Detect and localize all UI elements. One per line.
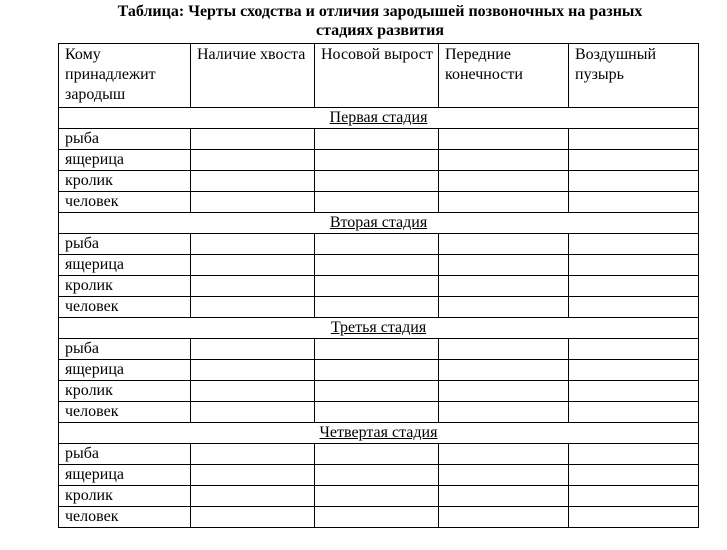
table-body (59, 108, 699, 528)
empty-cell (191, 129, 315, 150)
empty-cell (315, 339, 439, 360)
empty-cell (315, 402, 439, 423)
organism-cell: рыба (59, 129, 191, 150)
empty-cell (315, 444, 439, 465)
organism-cell: ящерица (59, 360, 191, 381)
table-row (59, 381, 699, 402)
empty-cell (569, 402, 699, 423)
stage-label: Четвертая стадия (319, 424, 438, 441)
empty-cell (569, 507, 699, 528)
empty-cell (191, 465, 315, 486)
empty-cell (569, 444, 699, 465)
empty-cell (569, 234, 699, 255)
stage-row (59, 423, 699, 444)
empty-cell (439, 234, 569, 255)
empty-cell (569, 486, 699, 507)
empty-cell (191, 360, 315, 381)
stage-label: Вторая стадия (329, 214, 428, 231)
organism-cell: кролик (59, 381, 191, 402)
title-line-2: стадиях развития (315, 22, 445, 39)
stage-header (59, 423, 699, 444)
stage-header (59, 108, 699, 129)
table-row (59, 465, 699, 486)
empty-cell (439, 276, 569, 297)
empty-cell (191, 444, 315, 465)
empty-cell (569, 255, 699, 276)
empty-cell (439, 465, 569, 486)
empty-cell (315, 465, 439, 486)
empty-cell (191, 486, 315, 507)
empty-cell (439, 297, 569, 318)
empty-cell (191, 507, 315, 528)
empty-cell (315, 129, 439, 150)
table-row (59, 171, 699, 192)
empty-cell (191, 171, 315, 192)
table-row (59, 150, 699, 171)
table-row (59, 297, 699, 318)
organism-cell: человек (59, 297, 191, 318)
stage-label: Первая стадия (329, 109, 428, 126)
organism-cell: рыба (59, 444, 191, 465)
table-row (59, 234, 699, 255)
empty-cell (569, 360, 699, 381)
table-row (59, 444, 699, 465)
organism-cell: кролик (59, 276, 191, 297)
empty-cell (439, 360, 569, 381)
empty-cell (569, 381, 699, 402)
empty-cell (569, 276, 699, 297)
table-row (59, 129, 699, 150)
empty-cell (191, 150, 315, 171)
table-row (59, 192, 699, 213)
empty-cell (191, 276, 315, 297)
table-title (40, 2, 720, 40)
organism-cell: кролик (59, 171, 191, 192)
organism-cell: кролик (59, 486, 191, 507)
empty-cell (569, 192, 699, 213)
empty-cell (315, 234, 439, 255)
header-cell-nasal: Носовой вырост (315, 44, 439, 108)
empty-cell (439, 255, 569, 276)
empty-cell (191, 297, 315, 318)
empty-cell (191, 402, 315, 423)
empty-cell (315, 381, 439, 402)
empty-cell (569, 465, 699, 486)
stage-row (59, 213, 699, 234)
empty-cell (569, 339, 699, 360)
organism-cell: рыба (59, 339, 191, 360)
embryo-comparison-table (58, 43, 699, 528)
empty-cell (315, 360, 439, 381)
organism-cell: человек (59, 402, 191, 423)
table-row (59, 507, 699, 528)
empty-cell (315, 171, 439, 192)
empty-cell (315, 192, 439, 213)
header-cell-forelimbs: Передние конечности (439, 44, 569, 108)
stage-label: Третья стадия (330, 319, 427, 336)
organism-cell: человек (59, 192, 191, 213)
empty-cell (191, 255, 315, 276)
organism-cell: ящерица (59, 255, 191, 276)
empty-cell (439, 486, 569, 507)
header-cell-owner: Кому принадлежит зародыш (59, 44, 191, 108)
empty-cell (315, 255, 439, 276)
empty-cell (569, 171, 699, 192)
header-row (59, 44, 699, 108)
table-row (59, 276, 699, 297)
table-row (59, 402, 699, 423)
header-cell-tail: Наличие хвоста (191, 44, 315, 108)
empty-cell (569, 129, 699, 150)
header-cell-air-bladder: Воздушный пузырь (569, 44, 699, 108)
table-row (59, 486, 699, 507)
empty-cell (315, 150, 439, 171)
empty-cell (439, 507, 569, 528)
table-row (59, 339, 699, 360)
empty-cell (191, 381, 315, 402)
title-line-1: Таблица: Черты сходства и отличия зародышей позвоночных на разных (117, 3, 643, 20)
stage-row (59, 108, 699, 129)
empty-cell (439, 444, 569, 465)
table-row (59, 255, 699, 276)
organism-cell: ящерица (59, 150, 191, 171)
empty-cell (315, 507, 439, 528)
empty-cell (439, 402, 569, 423)
empty-cell (439, 192, 569, 213)
empty-cell (191, 234, 315, 255)
empty-cell (569, 297, 699, 318)
organism-cell: рыба (59, 234, 191, 255)
empty-cell (439, 129, 569, 150)
organism-cell: ящерица (59, 465, 191, 486)
table-row (59, 360, 699, 381)
empty-cell (439, 171, 569, 192)
stage-row (59, 318, 699, 339)
organism-cell: человек (59, 507, 191, 528)
empty-cell (191, 192, 315, 213)
stage-header (59, 213, 699, 234)
empty-cell (439, 339, 569, 360)
stage-header (59, 318, 699, 339)
empty-cell (439, 150, 569, 171)
empty-cell (569, 150, 699, 171)
empty-cell (191, 339, 315, 360)
empty-cell (315, 276, 439, 297)
empty-cell (439, 381, 569, 402)
empty-cell (315, 486, 439, 507)
empty-cell (315, 297, 439, 318)
